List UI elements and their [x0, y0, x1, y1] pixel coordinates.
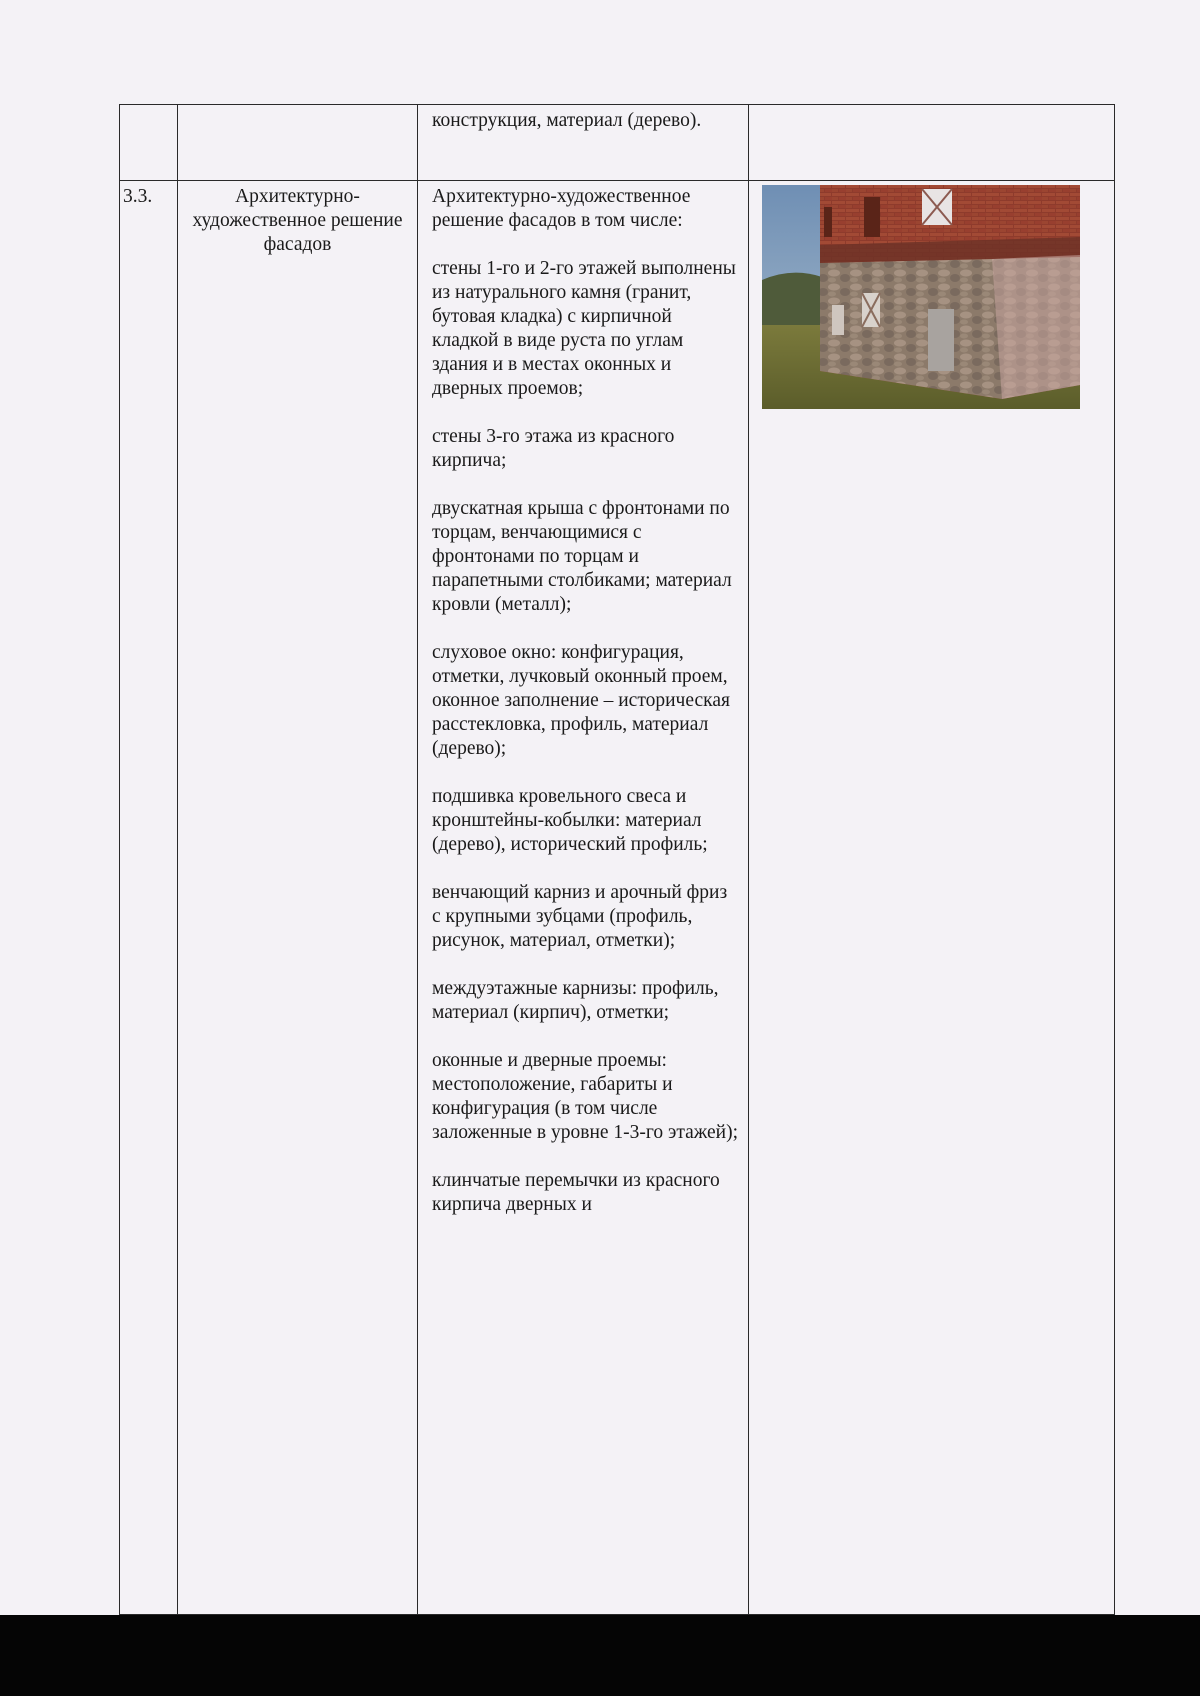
- building-facade-photo: [762, 185, 1080, 409]
- row-number: 3.3.: [123, 186, 153, 207]
- scan-bottom-edge: [0, 1615, 1200, 1696]
- cell-description: [418, 105, 749, 181]
- description-text: конструкция, материал (дерево).: [432, 110, 702, 131]
- cell-name: [178, 181, 418, 1615]
- description-paragraph: стены 3-го этажа из красного кирпича;: [432, 426, 675, 471]
- description-paragraph: Архитектурно-художественное решение фасадов в том числе:: [432, 186, 691, 231]
- cell-number: [120, 181, 178, 1615]
- table-row-previous: [120, 105, 1115, 181]
- table-row-3-3: [120, 181, 1115, 1615]
- description-paragraph: двускатная крыша с фронтонами по торцам, венчающимися с фронтонами по торцам и парапетными столбиками; материал кровли (металл);: [432, 498, 732, 615]
- description-paragraph: междуэтажные карнизы: профиль, материал (кирпич), отметки;: [432, 978, 719, 1023]
- description-paragraph: стены 1-го и 2-го этажей выполнены из натурального камня (гранит, бутовая кладка) с кирпичной кладкой в виде руста по углам здания и в местах оконных и дверных проемов;: [432, 258, 736, 399]
- description-paragraph: клинчатые перемычки из красного кирпича дверных и: [432, 1170, 720, 1215]
- description-paragraph: подшивка кровельного свеса и кронштейны-кобылки: материал (дерево), исторический профиль;: [432, 786, 708, 855]
- cell-image: [749, 181, 1115, 1615]
- monument-subject-table: [119, 104, 1115, 1615]
- cell-image-empty: [749, 105, 1115, 181]
- cell-number-empty: [120, 105, 178, 181]
- cell-name-empty: [178, 105, 418, 181]
- description-paragraph: оконные и дверные проемы: местоположение, габариты и конфигурация (в том числе заложенные в уровне 1-3-го этажей);: [432, 1050, 739, 1143]
- row-name: Архитектурно-художественное решение фасадов: [192, 186, 403, 255]
- description-paragraph: венчающий карниз и арочный фриз с крупными зубцами (профиль, рисунок, материал, отметки);: [432, 882, 728, 951]
- description-list: [418, 181, 748, 1217]
- cell-description: [418, 181, 749, 1615]
- description-paragraph: слуховое окно: конфигурация, отметки, лучковый оконный проем, оконное заполнение – историческая расстекловка, профиль, материал (дерево);: [432, 642, 730, 759]
